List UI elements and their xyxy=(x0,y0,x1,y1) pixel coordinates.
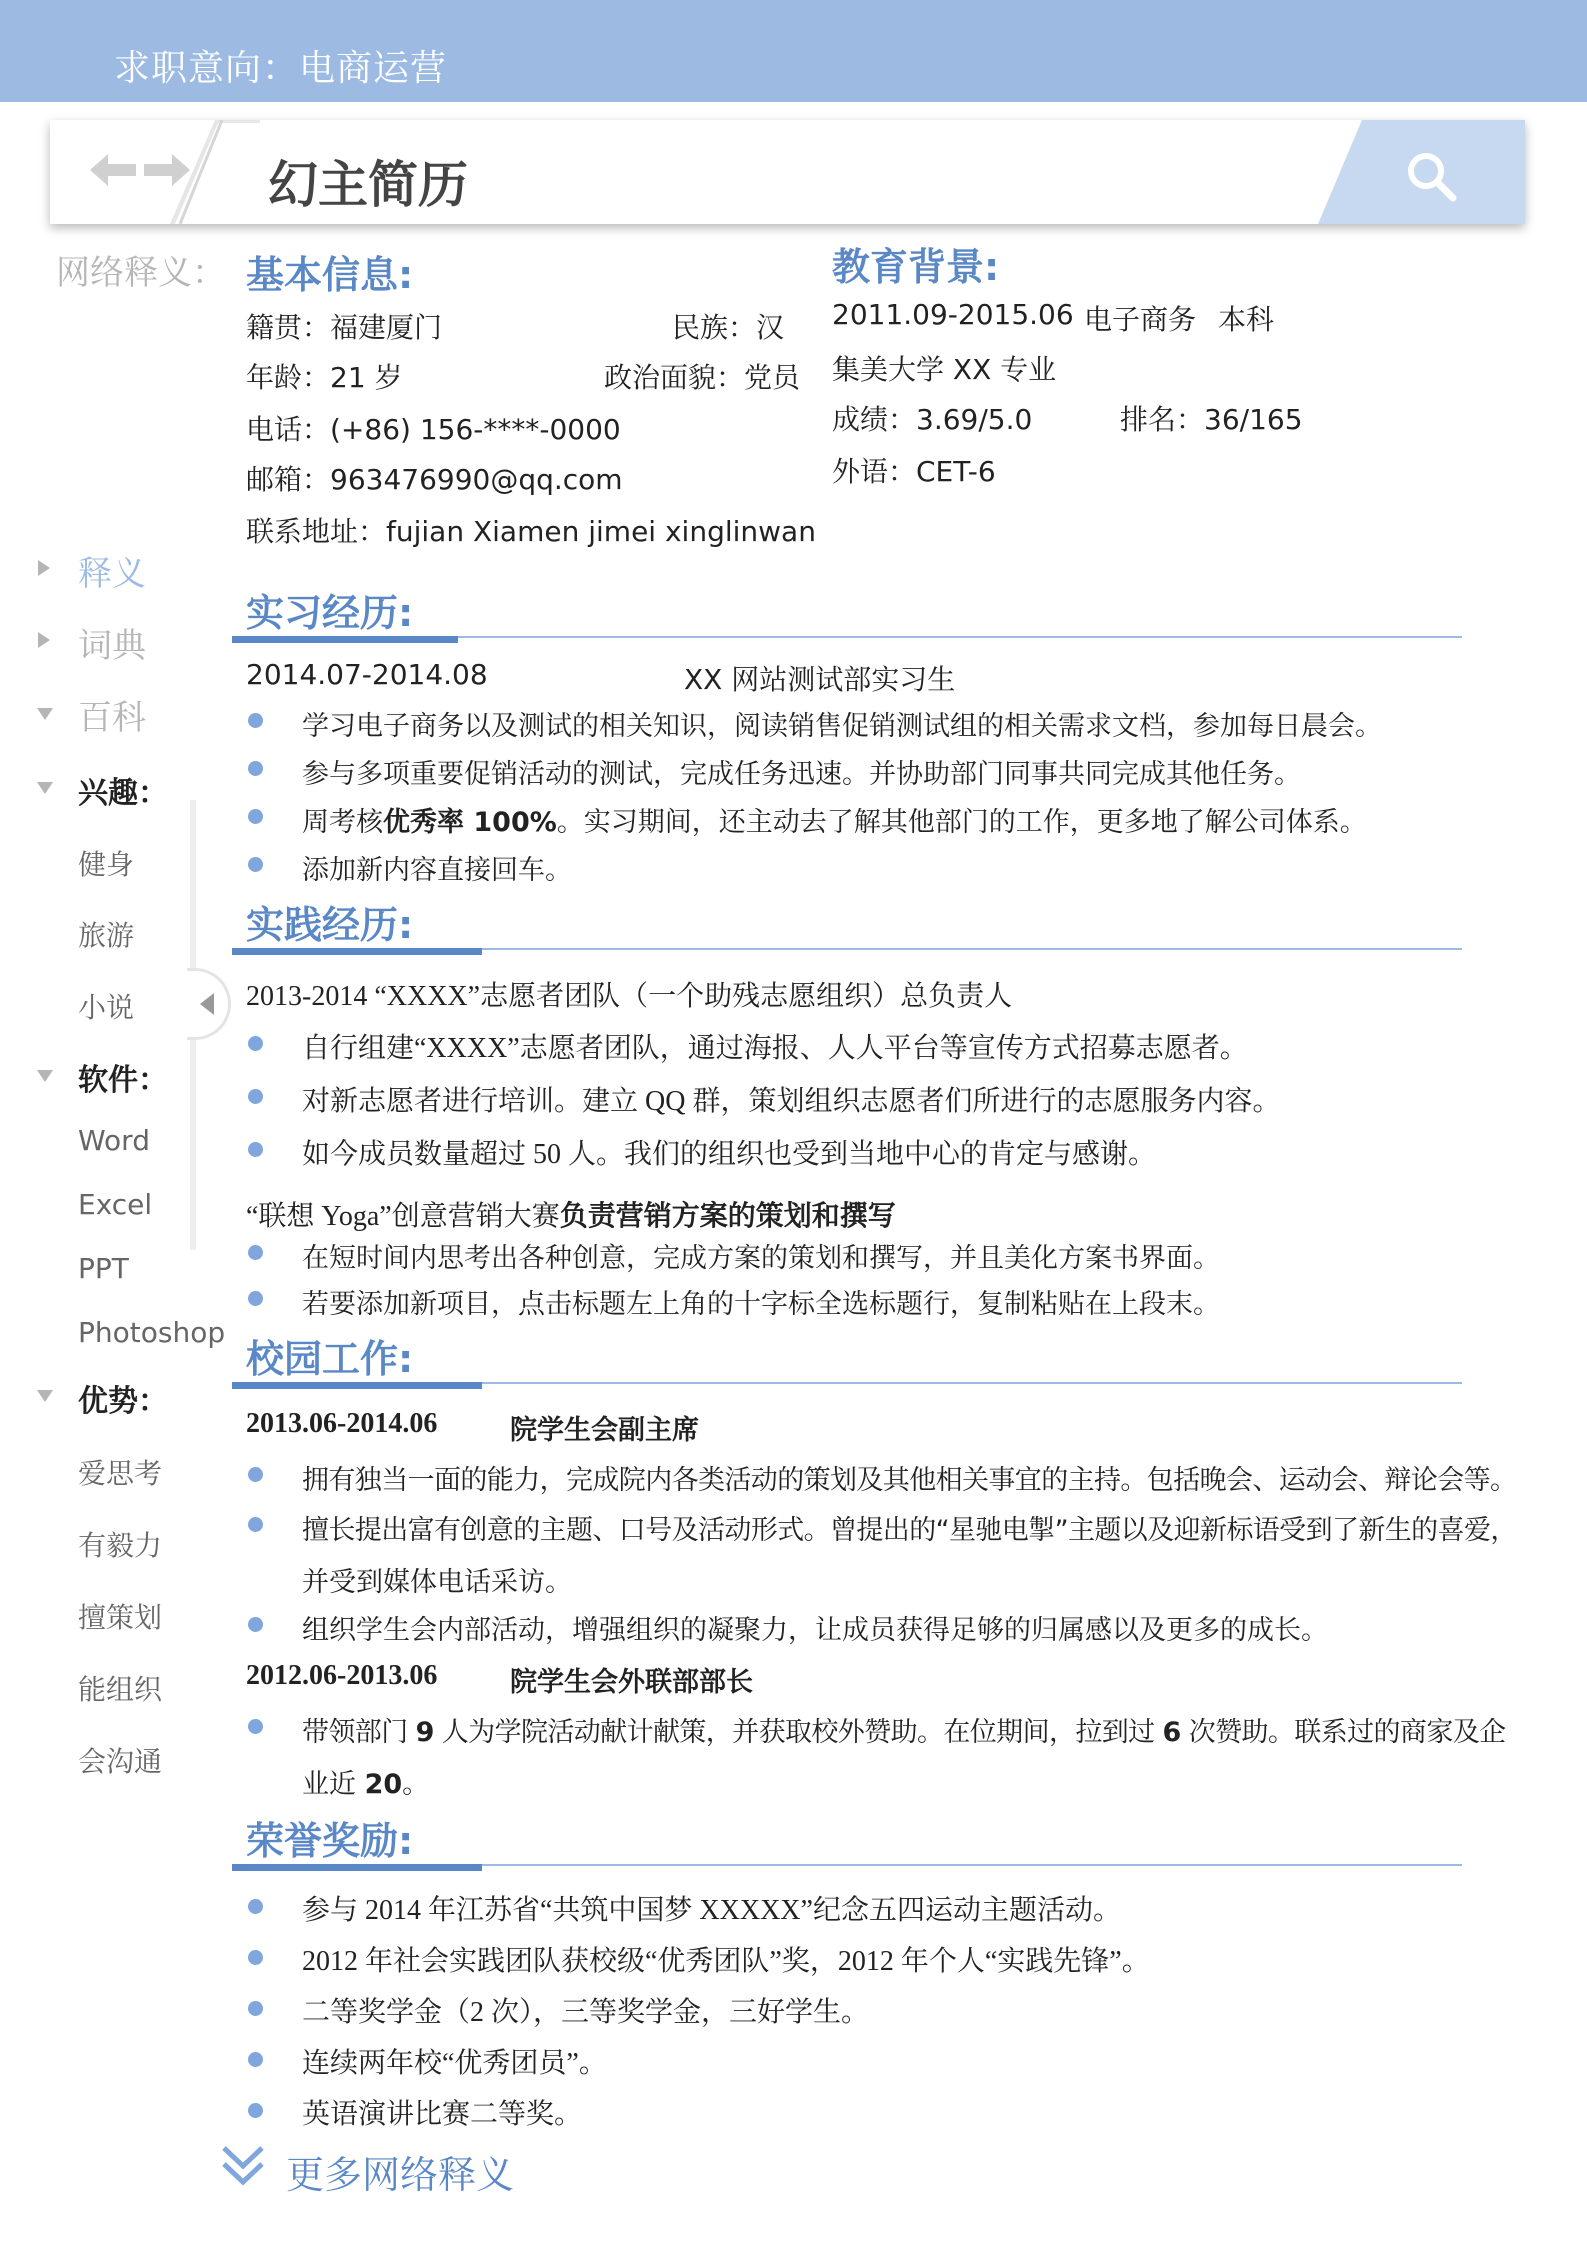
practice-title: 实践经历: xyxy=(246,903,414,947)
bullet xyxy=(248,1089,263,1104)
campus-role: 院学生会副主席 xyxy=(510,1415,699,1446)
strength-item: 会沟通 xyxy=(78,1745,163,1778)
strengths-label[interactable]: 优势： xyxy=(78,1384,168,1419)
practice-bullet: 自行组建“XXXX”志愿者团队，通过海报、人人平台等宣传方式招募志愿者。 xyxy=(302,1033,1248,1064)
software-item: PPT xyxy=(78,1252,129,1285)
bullet xyxy=(248,1899,263,1914)
bullet xyxy=(248,1467,263,1482)
internship-title: 实习经历: xyxy=(246,591,414,635)
section-divider-accent xyxy=(232,1382,482,1389)
bullet xyxy=(248,857,263,872)
interest-item: 旅游 xyxy=(78,919,135,952)
practice-bullet: 若要添加新项目，点击标题左上角的十字标全选标题行，复制粘贴在上段末。 xyxy=(302,1289,1220,1320)
bullet xyxy=(248,761,263,776)
bullet xyxy=(248,1245,263,1260)
campus-bullet: 擅长提出富有创意的主题、口号及活动形式。曾提出的“星驰电掣”主题以及迎新标语受到了新生的喜爱， xyxy=(302,1515,1517,1546)
bullet xyxy=(248,1950,263,1965)
edu-degree: 本科 xyxy=(1218,303,1275,336)
job-intent: 求职意向：电商运营 xyxy=(114,48,448,89)
internship-period: 2014.07-2014.08 xyxy=(246,658,488,691)
internship-role: XX 网站测试部实习生 xyxy=(684,663,956,696)
practice-head: 2013-2014 “XXXX”志愿者团队（一个助残志愿组织）总负责人 xyxy=(246,981,1013,1012)
software-label[interactable]: 软件： xyxy=(78,1063,168,1098)
collapse-arrow-icon[interactable] xyxy=(37,708,53,720)
practice-bullet: 在短时间内思考出各种创意，完成方案的策划和撰写，并且美化方案书界面。 xyxy=(302,1243,1220,1274)
campus-period: 2013.06-2014.06 xyxy=(246,1408,438,1439)
campus-bullet: 拥有独当一面的能力，完成院内各类活动的策划及其他相关事宜的主持。包括晚会、运动会、辩论会等。 xyxy=(302,1465,1517,1496)
campus-period: 2012.06-2013.06 xyxy=(246,1660,438,1691)
edu-rank: 排名：36/165 xyxy=(1120,403,1303,436)
software-item: Excel xyxy=(78,1188,153,1221)
sidebar-item-cidian[interactable]: 词典 xyxy=(78,626,146,666)
edu-gpa: 成绩：3.69/5.0 xyxy=(832,403,1033,436)
basic-info-title: 基本信息: xyxy=(246,253,414,297)
internship-bullet: 周考核优秀率 100%。实习期间，还主动去了解其他部门的工作，更多地了解公司体系。 xyxy=(302,807,1367,838)
bullet xyxy=(248,2052,263,2067)
honor-item: 2012 年社会实践团队获校级“优秀团队”奖，2012 年个人“实践先锋”。 xyxy=(302,1946,1150,1977)
bullet xyxy=(248,1142,263,1157)
collapse-arrow-icon[interactable] xyxy=(37,1070,53,1082)
practice-head: “联想 Yoga”创意营销大赛负责营销方案的策划和撰写 xyxy=(246,1201,896,1232)
collapse-arrow-icon[interactable] xyxy=(37,1390,53,1402)
strength-item: 擅策划 xyxy=(78,1601,163,1634)
honor-item: 连续两年校“优秀团员”。 xyxy=(302,2048,607,2079)
bullet xyxy=(248,1036,263,1051)
sidebar-item-baike[interactable]: 百科 xyxy=(78,698,146,738)
section-divider-accent xyxy=(232,1864,482,1871)
strength-item: 有毅力 xyxy=(78,1529,163,1562)
hometown: 籍贯：福建厦门 xyxy=(246,311,443,344)
bullet xyxy=(248,1719,263,1734)
back-forward-icon[interactable] xyxy=(90,147,190,193)
internship-bullet: 添加新内容直接回车。 xyxy=(302,855,572,886)
bullet xyxy=(248,1291,263,1306)
edu-major: 电子商务 xyxy=(1084,303,1197,336)
political-status: 政治面貌：党员 xyxy=(604,361,801,394)
expand-arrow-icon[interactable] xyxy=(38,560,50,576)
software-item: Word xyxy=(78,1124,150,1157)
interest-item: 健身 xyxy=(78,848,135,881)
strength-item: 爱思考 xyxy=(78,1457,163,1490)
practice-bullet: 对新志愿者进行培训。建立 QQ 群，策划组织志愿者们所进行的志愿服务内容。 xyxy=(302,1086,1281,1117)
practice-bullet: 如今成员数量超过 50 人。我们的组织也受到当地中心的肯定与感谢。 xyxy=(302,1139,1157,1170)
honor-item: 参与 2014 年江苏省“共筑中国梦 XXXXX”纪念五四运动主题活动。 xyxy=(302,1895,1121,1926)
honors-title: 荣誉奖励: xyxy=(246,1819,414,1863)
honor-item: 英语演讲比赛二等奖。 xyxy=(302,2099,583,2130)
more-definitions-link[interactable]: 更多网络释义 xyxy=(286,2153,515,2197)
education-title: 教育背景: xyxy=(832,245,1000,289)
interests-label[interactable]: 兴趣： xyxy=(78,776,168,811)
edu-language: 外语：CET-6 xyxy=(832,455,996,488)
email: 邮箱：963476990@qq.com xyxy=(246,463,623,496)
bullet xyxy=(248,713,263,728)
chevron-left-icon[interactable] xyxy=(200,993,214,1015)
phone: 电话：(+86) 156-****-0000 xyxy=(246,413,621,446)
campus-bullet-cont: 业近 20。 xyxy=(302,1769,430,1800)
page-title: 幻主简历 xyxy=(268,156,468,214)
search-icon[interactable] xyxy=(1405,150,1459,204)
internship-bullet: 参与多项重要促销活动的测试，完成任务迅速。并协助部门同事共同完成其他任务。 xyxy=(302,759,1301,790)
campus-role: 院学生会外联部部长 xyxy=(510,1667,753,1698)
ethnicity: 民族：汉 xyxy=(672,311,785,344)
age: 年龄：21 岁 xyxy=(246,361,403,394)
bullet xyxy=(248,809,263,824)
campus-bullet: 带领部门 9 人为学院活动献计献策，并获取校外赞助。在位期间，拉到过 6 次赞助。联系过的商家及企 xyxy=(302,1717,1506,1748)
bullet xyxy=(248,1617,263,1632)
net-definition-label: 网络释义： xyxy=(56,253,226,293)
double-chevron-down-icon[interactable] xyxy=(220,2142,266,2190)
section-divider-accent xyxy=(232,636,458,643)
strength-item: 能组织 xyxy=(78,1673,163,1706)
campus-bullet: 组织学生会内部活动，增强组织的凝聚力，让成员获得足够的归属感以及更多的成长。 xyxy=(302,1615,1328,1646)
edu-school: 集美大学 XX 专业 xyxy=(832,353,1057,386)
sidebar-item-shiyi[interactable]: 释义 xyxy=(78,554,146,594)
campus-bullet-cont: 并受到媒体电话采访。 xyxy=(302,1567,572,1598)
address: 联系地址：fujian Xiamen jimei xinglinwan xyxy=(246,515,816,548)
campus-title: 校园工作: xyxy=(246,1337,414,1381)
software-item: Photoshop xyxy=(78,1316,226,1349)
edu-period: 2011.09-2015.06 xyxy=(832,298,1074,331)
honor-item: 二等奖学金（2 次），三等奖学金，三好学生。 xyxy=(302,1997,870,2028)
bullet xyxy=(248,2001,263,2016)
section-divider-accent xyxy=(232,948,482,955)
interest-item: 小说 xyxy=(78,991,135,1024)
expand-arrow-icon[interactable] xyxy=(38,632,50,648)
collapse-arrow-icon[interactable] xyxy=(37,782,53,794)
internship-bullet: 学习电子商务以及测试的相关知识，阅读销售促销测试组的相关需求文档，参加每日晨会。 xyxy=(302,711,1382,742)
bullet xyxy=(248,2103,263,2118)
bullet xyxy=(248,1517,263,1532)
